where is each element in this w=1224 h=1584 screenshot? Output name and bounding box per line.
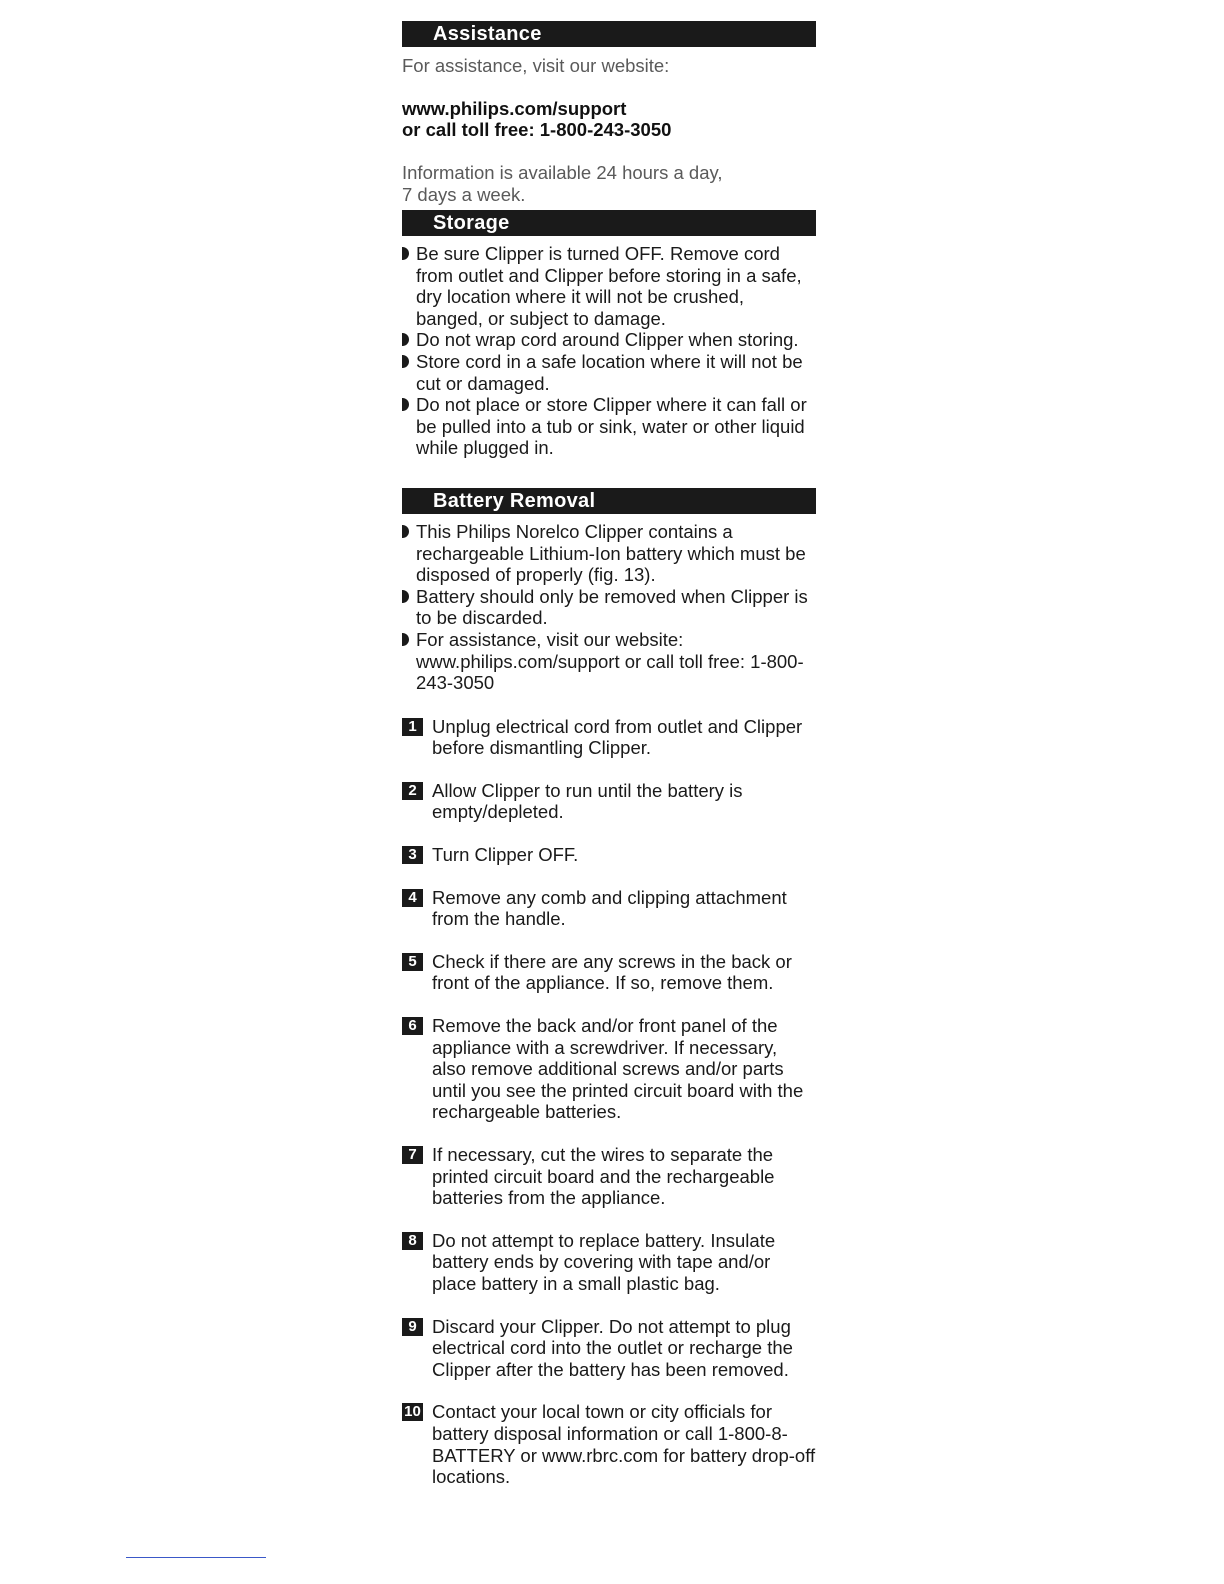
- storage-heading: Storage: [402, 210, 816, 236]
- footer-divider: [126, 1557, 266, 1558]
- bullet-icon: [402, 398, 409, 411]
- step-item: 5 Check if there are any screws in the back or front of the appliance. If so, remove them.: [402, 951, 816, 994]
- step-number-badge: 1: [402, 718, 423, 736]
- storage-list: [402, 243, 816, 459]
- list-item: Do not wrap cord around Clipper when storing.: [402, 329, 816, 351]
- step-number-badge: 3: [402, 846, 423, 864]
- list-item: Do not place or store Clipper where it can fall or be pulled into a tub or sink, water or other liquid while plugged in.: [402, 394, 816, 459]
- step-number-badge: 8: [402, 1232, 423, 1250]
- list-item: Battery should only be removed when Clipper is to be discarded.: [402, 586, 816, 629]
- step-number-badge: 7: [402, 1146, 423, 1164]
- step-item: 1 Unplug electrical cord from outlet and Clipper before dismantling Clipper.: [402, 716, 816, 759]
- assistance-phone: or call toll free: 1-800-243-3050: [402, 119, 672, 140]
- assistance-hours-line2: 7 days a week.: [402, 184, 526, 205]
- step-number-badge: 4: [402, 889, 423, 907]
- list-item: Store cord in a safe location where it will not be cut or damaged.: [402, 351, 816, 394]
- step-item: 4 Remove any comb and clipping attachment from the handle.: [402, 887, 816, 930]
- step-number-badge: 2: [402, 782, 423, 800]
- battery-removal-heading: Battery Removal: [402, 488, 816, 514]
- step-item: 9 Discard your Clipper. Do not attempt to plug electrical cord into the outlet or recharge the Clipper after the battery has been removed.: [402, 1316, 816, 1381]
- list-item: For assistance, visit our website: www.philips.com/support or call toll free: 1-800-243-3050: [402, 629, 816, 694]
- assistance-heading: Assistance: [402, 21, 816, 47]
- battery-removal-steps: [402, 716, 816, 1488]
- battery-removal-list: [402, 521, 816, 694]
- bullet-icon: [402, 633, 409, 646]
- manual-column: [402, 21, 816, 1488]
- step-item: 6 Remove the back and/or front panel of the appliance with a screwdriver. If necessary, also remove additional screws and/or parts until you see the printed circuit board with the rechargeable batteries.: [402, 1015, 816, 1123]
- step-item: 7 If necessary, cut the wires to separate the printed circuit board and the rechargeable batteries from the appliance.: [402, 1144, 816, 1209]
- assistance-website: www.philips.com/support: [402, 98, 627, 119]
- list-item: Be sure Clipper is turned OFF. Remove cord from outlet and Clipper before storing in a safe, dry location where it will not be crushed, banged, or subject to damage.: [402, 243, 816, 329]
- step-item: 2 Allow Clipper to run until the battery is empty/depleted.: [402, 780, 816, 823]
- assistance-intro: For assistance, visit our website:: [402, 55, 670, 76]
- step-item: 3 Turn Clipper OFF.: [402, 844, 816, 866]
- step-number-badge: 10: [402, 1403, 423, 1421]
- assistance-hours-line1: Information is available 24 hours a day,: [402, 162, 723, 183]
- step-number-badge: 5: [402, 953, 423, 971]
- step-item: 8 Do not attempt to replace battery. Insulate battery ends by covering with tape and/or place battery in a small plastic bag.: [402, 1230, 816, 1295]
- step-item: 10 Contact your local town or city officials for battery disposal information or call 1-800-8-BATTERY or www.rbrc.com for battery drop-off locations.: [402, 1401, 816, 1487]
- bullet-icon: [402, 355, 409, 368]
- bullet-icon: [402, 333, 409, 346]
- list-item: This Philips Norelco Clipper contains a rechargeable Lithium-Ion battery which must be disposed of properly (fig. 13).: [402, 521, 816, 586]
- bullet-icon: [402, 590, 409, 603]
- step-number-badge: 6: [402, 1017, 423, 1035]
- bullet-icon: [402, 247, 409, 260]
- bullet-icon: [402, 525, 409, 538]
- step-number-badge: 9: [402, 1318, 423, 1336]
